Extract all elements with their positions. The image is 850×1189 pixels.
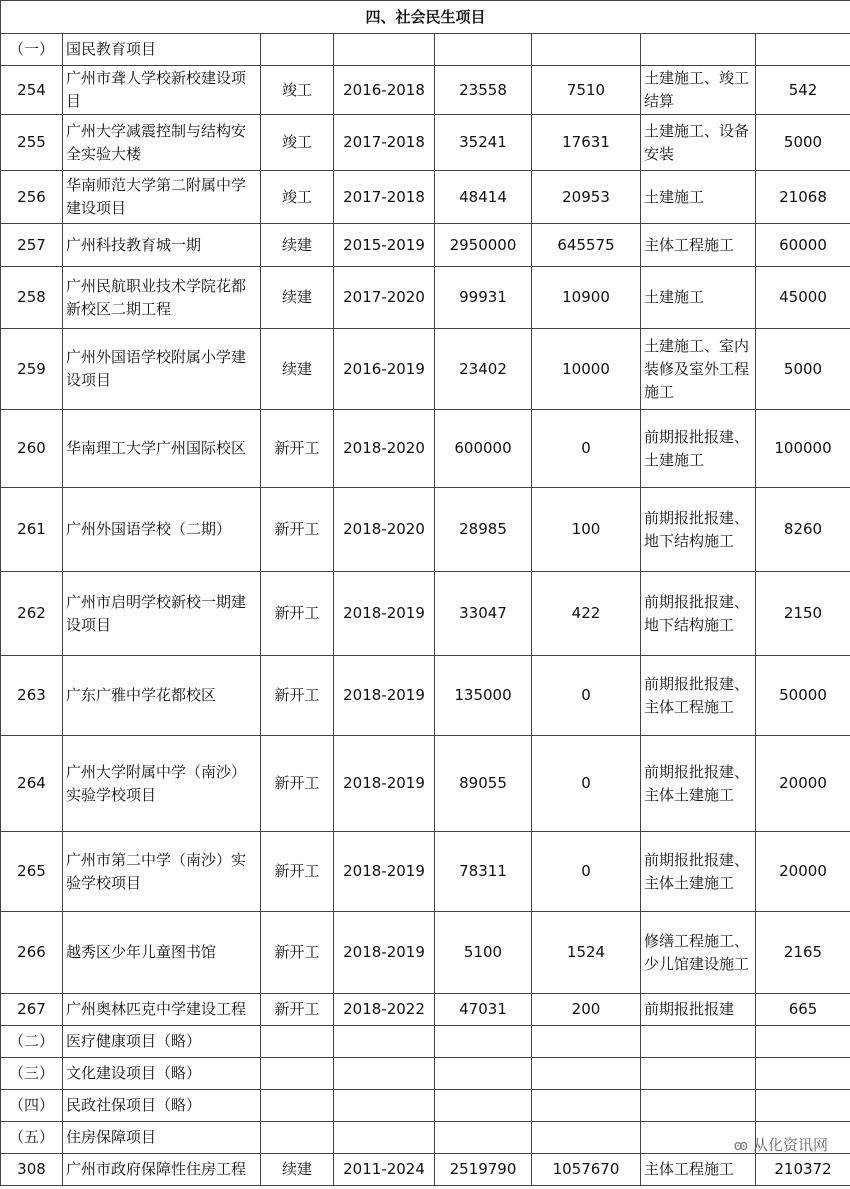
cell-status: 新开工 — [261, 656, 334, 736]
cell-name: 广州奥林匹克中学建设工程 — [63, 994, 261, 1026]
cell-total: 99931 — [435, 267, 532, 329]
cell-plan: 2150 — [756, 572, 850, 656]
cell-total: 2519790 — [435, 1154, 532, 1186]
table-row — [1, 115, 850, 171]
cell-content: 前期报批报建 — [641, 994, 756, 1026]
cell-done: 0 — [532, 832, 641, 912]
cell-period: 2018-2019 — [334, 832, 435, 912]
cell-status: 新开工 — [261, 994, 334, 1026]
cell-id: 256 — [1, 171, 63, 224]
cell-plan: 21068 — [756, 171, 850, 224]
empty-cell — [261, 1026, 334, 1058]
empty-cell — [334, 1122, 435, 1154]
cell-status: 新开工 — [261, 410, 334, 488]
cell-done: 645575 — [532, 224, 641, 267]
cell-plan: 2165 — [756, 912, 850, 994]
cell-id: 257 — [1, 224, 63, 267]
cell-total: 23402 — [435, 329, 532, 410]
cell-name: 华南师范大学第二附属中学建设项目 — [63, 171, 261, 224]
cell-plan: 8260 — [756, 488, 850, 572]
cell-content: 前期报批报建、土建施工 — [641, 410, 756, 488]
cell-total: 23558 — [435, 66, 532, 115]
cell-total: 33047 — [435, 572, 532, 656]
empty-cell — [641, 1090, 756, 1122]
empty-cell — [756, 1026, 850, 1058]
cell-name: 越秀区少年儿童图书馆 — [63, 912, 261, 994]
cell-id: 265 — [1, 832, 63, 912]
cell-content: 前期报批报建、主体工程施工 — [641, 656, 756, 736]
cell-total: 89055 — [435, 736, 532, 832]
cell-content: 修缮工程施工、少儿馆建设施工 — [641, 912, 756, 994]
cell-id: 261 — [1, 488, 63, 572]
empty-cell — [435, 1122, 532, 1154]
empty-cell — [334, 1026, 435, 1058]
cell-done: 1524 — [532, 912, 641, 994]
cell-period: 2017-2018 — [334, 115, 435, 171]
empty-cell — [261, 1090, 334, 1122]
cell-status: 竣工 — [261, 171, 334, 224]
cell-total: 5100 — [435, 912, 532, 994]
empty-cell — [261, 1058, 334, 1090]
table-row — [1, 329, 850, 410]
cell-plan: 100000 — [756, 410, 850, 488]
cell-name: 广州大学附属中学（南沙）实验学校项目 — [63, 736, 261, 832]
cell-id: 263 — [1, 656, 63, 736]
cell-plan: 5000 — [756, 115, 850, 171]
subsection-row — [1, 1122, 850, 1154]
table-row — [1, 912, 850, 994]
cell-done: 20953 — [532, 171, 641, 224]
cell-status: 新开工 — [261, 912, 334, 994]
table-row — [1, 656, 850, 736]
cell-plan: 45000 — [756, 267, 850, 329]
cell-name: 广州市聋人学校新校建设项目 — [63, 66, 261, 115]
cell-total: 47031 — [435, 994, 532, 1026]
cell-id: 255 — [1, 115, 63, 171]
cell-status: 新开工 — [261, 832, 334, 912]
cell-id: 254 — [1, 66, 63, 115]
table-row — [1, 224, 850, 267]
subsection-row — [1, 1058, 850, 1090]
empty-cell — [641, 1026, 756, 1058]
table-row — [1, 488, 850, 572]
cell-id: 267 — [1, 994, 63, 1026]
empty-cell — [435, 1026, 532, 1058]
table-row — [1, 994, 850, 1026]
subsection-name: 民政社保项目（略） — [63, 1090, 261, 1122]
cell-content: 土建施工、设备安装 — [641, 115, 756, 171]
cell-done: 10900 — [532, 267, 641, 329]
cell-done: 0 — [532, 736, 641, 832]
cell-id: 259 — [1, 329, 63, 410]
table-row — [1, 1154, 850, 1186]
cell-name: 广州外国语学校附属小学建设项目 — [63, 329, 261, 410]
empty-cell — [334, 34, 435, 66]
cell-total: 135000 — [435, 656, 532, 736]
cell-period: 2011-2024 — [334, 1154, 435, 1186]
cell-name: 广东广雅中学花都校区 — [63, 656, 261, 736]
empty-cell — [532, 34, 641, 66]
subsection-number: （一） — [1, 34, 63, 66]
cell-plan: 50000 — [756, 656, 850, 736]
cell-status: 竣工 — [261, 115, 334, 171]
cell-total: 28985 — [435, 488, 532, 572]
cell-period: 2016-2018 — [334, 66, 435, 115]
empty-cell — [435, 34, 532, 66]
cell-period: 2018-2022 — [334, 994, 435, 1026]
cell-content: 土建施工 — [641, 171, 756, 224]
cell-done: 0 — [532, 656, 641, 736]
cell-total: 600000 — [435, 410, 532, 488]
cell-done: 1057670 — [532, 1154, 641, 1186]
empty-cell — [334, 1090, 435, 1122]
cell-total: 48414 — [435, 171, 532, 224]
cell-status: 新开工 — [261, 572, 334, 656]
subsection-name: 国民教育项目 — [63, 34, 261, 66]
section-title: 四、社会民生项目 — [1, 1, 850, 34]
cell-name: 广州外国语学校（二期） — [63, 488, 261, 572]
subsection-row — [1, 34, 850, 66]
cell-total: 35241 — [435, 115, 532, 171]
subsection-number: （四） — [1, 1090, 63, 1122]
cell-status: 续建 — [261, 224, 334, 267]
empty-cell — [261, 34, 334, 66]
empty-cell — [435, 1090, 532, 1122]
empty-cell — [334, 1058, 435, 1090]
table-row — [1, 572, 850, 656]
cell-period: 2018-2019 — [334, 656, 435, 736]
cell-period: 2015-2019 — [334, 224, 435, 267]
cell-content: 土建施工 — [641, 267, 756, 329]
empty-cell — [756, 34, 850, 66]
cell-content: 前期报批报建、地下结构施工 — [641, 572, 756, 656]
table-row — [1, 736, 850, 832]
cell-status: 新开工 — [261, 736, 334, 832]
cell-status: 续建 — [261, 267, 334, 329]
cell-id: 266 — [1, 912, 63, 994]
section-title-row — [1, 1, 850, 34]
cell-plan: 60000 — [756, 224, 850, 267]
cell-content: 前期报批报建、主体土建施工 — [641, 736, 756, 832]
empty-cell — [532, 1122, 641, 1154]
cell-done: 17631 — [532, 115, 641, 171]
cell-id: 262 — [1, 572, 63, 656]
cell-name: 华南理工大学广州国际校区 — [63, 410, 261, 488]
cell-content: 主体工程施工 — [641, 224, 756, 267]
empty-cell — [756, 1058, 850, 1090]
empty-cell — [532, 1026, 641, 1058]
cell-period: 2018-2020 — [334, 488, 435, 572]
subsection-row — [1, 1026, 850, 1058]
cell-period: 2018-2019 — [334, 572, 435, 656]
cell-period: 2018-2019 — [334, 912, 435, 994]
cell-status: 续建 — [261, 1154, 334, 1186]
empty-cell — [532, 1090, 641, 1122]
table-row — [1, 410, 850, 488]
cell-total: 2950000 — [435, 224, 532, 267]
cell-content: 主体工程施工 — [641, 1154, 756, 1186]
empty-cell — [435, 1058, 532, 1090]
cell-plan: 665 — [756, 994, 850, 1026]
table-row — [1, 832, 850, 912]
cell-done: 10000 — [532, 329, 641, 410]
empty-cell — [641, 1058, 756, 1090]
cell-content: 土建施工、室内装修及室外工程施工 — [641, 329, 756, 410]
cell-total: 78311 — [435, 832, 532, 912]
watermark — [734, 1134, 828, 1155]
table-row — [1, 171, 850, 224]
table-row — [1, 66, 850, 115]
cell-name: 广州市启明学校新校一期建设项目 — [63, 572, 261, 656]
cell-plan: 20000 — [756, 832, 850, 912]
cell-id: 258 — [1, 267, 63, 329]
cell-status: 续建 — [261, 329, 334, 410]
cell-name: 广州大学减震控制与结构安全实验大楼 — [63, 115, 261, 171]
subsection-number: （五） — [1, 1122, 63, 1154]
cell-plan: 20000 — [756, 736, 850, 832]
subsection-name: 医疗健康项目（略） — [63, 1026, 261, 1058]
cell-name: 广州市政府保障性住房工程 — [63, 1154, 261, 1186]
empty-cell — [532, 1058, 641, 1090]
cell-plan: 542 — [756, 66, 850, 115]
subsection-number: （三） — [1, 1058, 63, 1090]
cell-done: 422 — [532, 572, 641, 656]
subsection-name: 住房保障项目 — [63, 1122, 261, 1154]
cell-id: 260 — [1, 410, 63, 488]
cell-name: 广州科技教育城一期 — [63, 224, 261, 267]
table-row — [1, 267, 850, 329]
cell-done: 100 — [532, 488, 641, 572]
watermark-text: 从化资讯网 — [752, 1136, 828, 1154]
empty-cell — [641, 34, 756, 66]
cell-name: 广州民航职业技术学院花都新校区二期工程 — [63, 267, 261, 329]
cell-status: 竣工 — [261, 66, 334, 115]
subsection-row — [1, 1090, 850, 1122]
cell-content: 前期报批报建、地下结构施工 — [641, 488, 756, 572]
wechat-icon: ꙭ — [733, 1138, 748, 1154]
cell-plan: 5000 — [756, 329, 850, 410]
cell-period: 2018-2020 — [334, 410, 435, 488]
empty-cell — [756, 1090, 850, 1122]
cell-period: 2017-2020 — [334, 267, 435, 329]
cell-done: 7510 — [532, 66, 641, 115]
cell-name: 广州市第二中学（南沙）实验学校项目 — [63, 832, 261, 912]
cell-period: 2017-2018 — [334, 171, 435, 224]
subsection-number: （二） — [1, 1026, 63, 1058]
cell-content: 土建施工、竣工结算 — [641, 66, 756, 115]
subsection-name: 文化建设项目（略） — [63, 1058, 261, 1090]
cell-content: 前期报批报建、主体土建施工 — [641, 832, 756, 912]
cell-period: 2016-2019 — [334, 329, 435, 410]
cell-period: 2018-2019 — [334, 736, 435, 832]
cell-done: 0 — [532, 410, 641, 488]
cell-done: 200 — [532, 994, 641, 1026]
cell-id: 264 — [1, 736, 63, 832]
empty-cell — [261, 1122, 334, 1154]
cell-id: 308 — [1, 1154, 63, 1186]
cell-status: 新开工 — [261, 488, 334, 572]
cell-plan: 210372 — [756, 1154, 850, 1186]
